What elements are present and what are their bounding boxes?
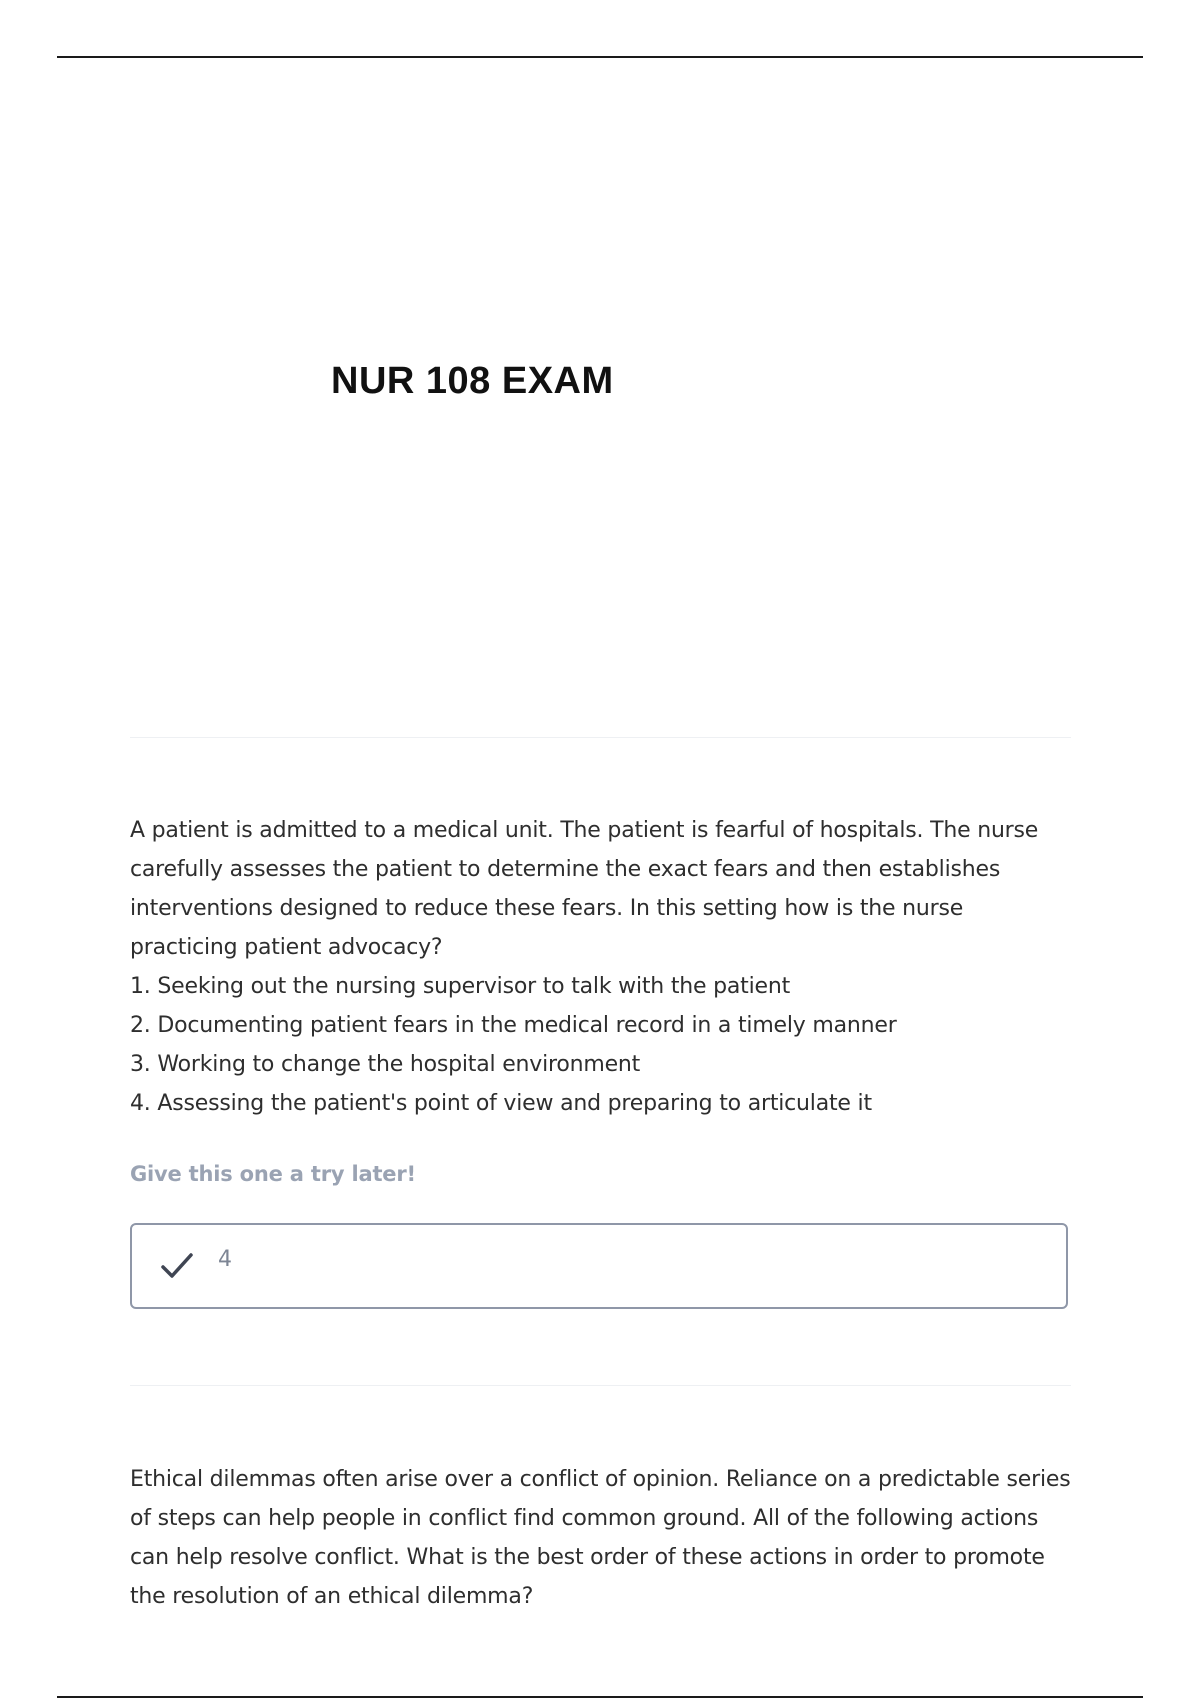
option-1: 1. Seeking out the nursing supervisor to talk with the patient (130, 974, 791, 999)
bottom-rule (57, 1696, 1143, 1698)
question-text: A patient is admitted to a medical unit. The patient is fearful of hospitals. The nurse carefully assesses the patient to determine the exact fears and then establishes interventions designed to reduce these fears. In this setting how is the nurse practicing patient advocacy? (130, 818, 1039, 960)
document-title: NUR 108 EXAM (331, 360, 614, 402)
option-3: 3. Working to change the hospital environment (130, 1052, 641, 1077)
options-list (130, 967, 1071, 1123)
question-text: Ethical dilemmas often arise over a conflict of opinion. Reliance on a predictable series of steps can help people in conflict find common ground. All of the following actions can help resolve conflict. What is the best order of these actions in order to promote the resolution of an ethical dilemma? (130, 1467, 1071, 1609)
top-rule (57, 56, 1143, 58)
section-divider (130, 1385, 1071, 1386)
option-2: 2. Documenting patient fears in the medical record in a timely manner (130, 1013, 897, 1038)
question-card-1 (130, 811, 1071, 1123)
option-4: 4. Assessing the patient's point of view and preparing to articulate it (130, 1091, 872, 1116)
answer-box[interactable] (130, 1223, 1068, 1309)
question-card-2 (130, 1460, 1071, 1616)
try-later-hint[interactable]: Give this one a try later! (130, 1162, 416, 1186)
answer-value: 4 (218, 1247, 232, 1272)
check-icon (160, 1251, 194, 1281)
section-divider (130, 737, 1071, 738)
